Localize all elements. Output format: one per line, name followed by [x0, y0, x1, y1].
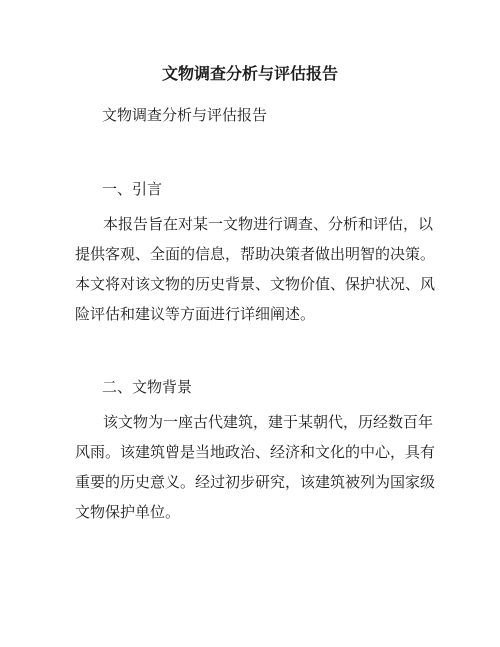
section-paragraph-background — [75, 407, 435, 527]
section-heading-background: 二、文物背景 — [102, 378, 193, 396]
section-paragraph-introduction — [75, 209, 435, 329]
document-subtitle: 文物调查分析与评估报告 — [102, 106, 268, 124]
paragraph-line: 险评估和建议等方面进行详细阐述。 — [75, 305, 316, 323]
section-heading-introduction: 一、引言 — [102, 180, 163, 198]
paragraph-line: 本文将对该文物的历史背景、文物价值、保护状况、风 — [75, 275, 436, 293]
paragraph-line: 该文物为一座古代建筑，建于某朝代，历经数百年 — [103, 413, 434, 431]
paragraph-line: 重要的历史意义。经过初步研究，该建筑被列为国家级 — [75, 473, 436, 491]
document-title: 文物调查分析与评估报告 — [161, 64, 338, 83]
paragraph-line: 提供客观、全面的信息，帮助决策者做出明智的决策。 — [75, 245, 436, 263]
paragraph-line: 风雨。该建筑曾是当地政治、经济和文化的中心，具有 — [75, 443, 436, 461]
paragraph-line: 文物保护单位。 — [75, 503, 181, 521]
paragraph-line: 本报告旨在对某一文物进行调查、分析和评估，以 — [103, 215, 434, 233]
